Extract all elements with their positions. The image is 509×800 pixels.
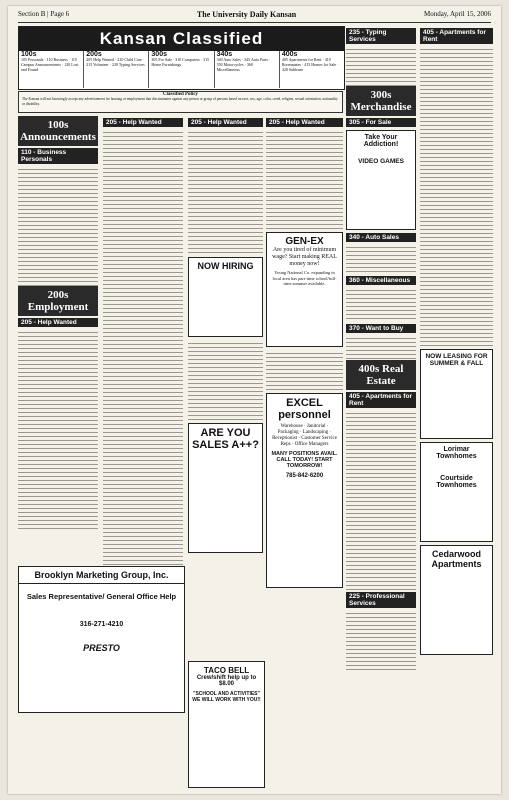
now-leasing-ad: NOW LEASING FOR SUMMER & FALL	[420, 349, 493, 439]
apartments-header-1: 405 - Apartments for Rent	[346, 392, 416, 408]
category-200s: 200s 205 Help Wanted · 210 Child Care · 215 Volunteer · 220 Typing Services	[84, 51, 149, 88]
apartment-listings-2	[420, 46, 493, 346]
help-wanted-listings-2	[103, 129, 183, 629]
help-wanted-listings-6	[266, 350, 343, 390]
merchandise-header: 300s Merchandise	[346, 86, 416, 116]
employment-header: 200s Employment	[18, 286, 98, 316]
real-estate-header: 400s Real Estate	[346, 360, 416, 390]
now-hiring-ad: NOW HIRING	[188, 257, 263, 337]
section-label: Section B | Page 6	[18, 10, 70, 18]
apartments-header-2: 405 - Apartments for Rent	[420, 28, 493, 44]
auto-sales-header: 340 - Auto Sales	[346, 233, 416, 242]
help-wanted-listings-5	[266, 129, 343, 229]
help-wanted-header-2: 205 - Help Wanted	[103, 118, 183, 127]
brooklyn-marketing-ad: Brooklyn Marketing Group, Inc. Sales Representative/ General Office Help 316-271-4210 PRESTO	[18, 566, 185, 713]
professional-listings	[346, 610, 416, 670]
business-personals-header: 110 - Business Personals	[18, 148, 98, 164]
want-to-buy-header: 370 - Want to Buy	[346, 324, 416, 333]
townhomes-ad: Lorimar Townhomes Courtside Townhomes	[420, 442, 493, 542]
typing-listings	[346, 46, 416, 86]
want-listings	[346, 335, 416, 360]
misc-header: 360 - Miscellaneous	[346, 276, 416, 285]
video-games-ad: Take Your Addiction! VIDEO GAMES	[346, 130, 416, 230]
category-400s: 400s 405 Apartments for Rent · 410 Roommates · 415 Homes for Sale · 420 Sublease	[281, 51, 339, 72]
help-wanted-listings-4	[188, 340, 263, 420]
newspaper-page	[8, 6, 501, 794]
taco-bell-ad: TACO BELL Crew/shift help up to $8.00 "SCHOOL AND ACTIVITIES" WE WILL WORK WITH YOU!!	[188, 661, 265, 788]
are-you-sales-ad: ARE YOU SALES A++?	[188, 423, 263, 553]
apartment-listings-1	[346, 410, 416, 590]
category-100s: 100s 105 Personals · 110 Business · 115 Campus Announcements · 120 Lost and Found	[19, 51, 84, 88]
help-wanted-listings-3	[188, 129, 263, 254]
category-340s: 340s 340 Auto Sales · 345 Auto Parts · 350 Motorcycles · 360 Miscellaneous	[215, 51, 280, 88]
classified-header	[18, 26, 345, 90]
classified-title: Kansan Classified	[19, 27, 344, 51]
announcements-header: 100s Announcements	[18, 116, 98, 146]
column-5	[346, 26, 416, 786]
category-300s: 300s 305 For Sale · 310 Computers · 315 Home Furnishings	[149, 51, 214, 88]
presto-logo: PRESTO	[83, 643, 120, 653]
auto-listings	[346, 244, 416, 274]
paper-name: The University Daily Kansan	[196, 10, 297, 19]
business-listings	[18, 166, 98, 286]
column-2	[103, 116, 183, 636]
gen-ex-ad: GEN-EX Are you tired of minimum wage? Start making REAL money now! Young National Co. expanding in local area has part-time school/full-time summer available.	[266, 232, 343, 347]
classified-policy: Classified Policy The Kansan will not knowingly accept any advertisement for housing or employment that discriminates against any person or group of persons based on race, sex, age, color, creed, religion, sexual orientation, nationality or disability.	[18, 91, 343, 113]
page-header	[18, 10, 491, 23]
category-index	[19, 51, 344, 88]
column-6	[420, 26, 493, 786]
for-sale-header: 305 - For Sale	[346, 118, 416, 127]
help-wanted-header-1: 205 - Help Wanted	[18, 318, 98, 327]
column-4	[266, 116, 343, 788]
typing-services-header: 235 - Typing Services	[346, 28, 416, 44]
help-wanted-header-4: 205 - Help Wanted	[266, 118, 343, 127]
issue-date: Monday, April 15, 2006	[423, 10, 491, 18]
cedarwood-ad: Cedarwood Apartments	[420, 545, 493, 655]
misc-listings	[346, 287, 416, 322]
help-wanted-header-3: 205 - Help Wanted	[188, 118, 263, 127]
excel-personnel-ad: EXCEL personnel Warehouse · Janitorial · Packaging · Landscaping · Receptionist · Customer Service Reps · Office Managers MANY POSITIONS AVAIL. CALL TODAY! START TOMORROW! 785-842-6200	[266, 393, 343, 588]
help-wanted-listings-1	[18, 329, 98, 529]
professional-services-header: 225 - Professional Services	[346, 592, 416, 608]
